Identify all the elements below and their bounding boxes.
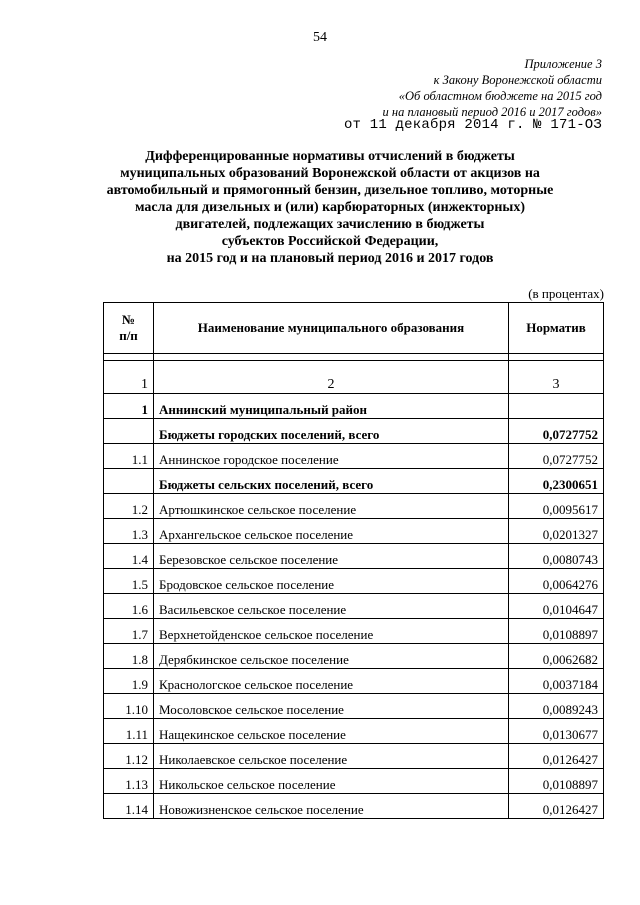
table-row [104, 644, 604, 669]
row-value: 0,0095617 [509, 494, 604, 519]
row-value: 0,0126427 [509, 744, 604, 769]
table-row [104, 669, 604, 694]
row-number: 1.6 [104, 594, 154, 619]
title-line-4: масла для дизельных и (или) карбюраторных (инжекторных) [134, 200, 526, 215]
column-number-3: 3 [509, 361, 604, 394]
table-row [104, 794, 604, 819]
table-row [104, 619, 604, 644]
row-name: Артюшкинское сельское поселение [154, 494, 509, 519]
row-number: 1.9 [104, 669, 154, 694]
table-row [104, 469, 604, 494]
annex-line-3: «Об областном бюджете на 2015 год [398, 89, 602, 103]
row-name: Мосоловское сельское поселение [154, 694, 509, 719]
table-row [104, 519, 604, 544]
row-number: 1 [104, 394, 154, 419]
row-name: Бродовское сельское поселение [154, 569, 509, 594]
header-num-line-1: № [121, 312, 136, 327]
row-name: Аннинский муниципальный район [154, 394, 509, 419]
column-number-1: 1 [104, 361, 154, 394]
row-value: 0,0104647 [509, 594, 604, 619]
table-row [104, 694, 604, 719]
row-name: Новожизненское сельское поселение [154, 794, 509, 819]
header-num [104, 303, 154, 354]
row-number: 1.2 [104, 494, 154, 519]
table-row [104, 569, 604, 594]
title-line-5: двигателей, подлежащих зачислению в бюджеты [175, 217, 485, 232]
row-number: 1.3 [104, 519, 154, 544]
header-norm: Норматив [509, 303, 604, 354]
column-number-row [104, 361, 604, 394]
row-value: 0,0062682 [509, 644, 604, 669]
row-name: Николаевское сельское поселение [154, 744, 509, 769]
row-name: Аннинское городское поселение [154, 444, 509, 469]
table-row [104, 594, 604, 619]
separator-cell [104, 354, 154, 361]
row-name: Дерябкинское сельское поселение [154, 644, 509, 669]
table-row [104, 444, 604, 469]
row-number: 1.10 [104, 694, 154, 719]
row-value: 0,2300651 [509, 469, 604, 494]
annex-line-4: и на плановый период 2016 и 2017 годов» [382, 105, 602, 119]
row-value: 0,0727752 [509, 419, 604, 444]
row-name: Бюджеты городских поселений, всего [154, 419, 509, 444]
row-name: Верхнетойденское сельское поселение [154, 619, 509, 644]
title-line-2: муниципальных образований Воронежской области от акцизов на [120, 166, 540, 181]
row-number: 1.11 [104, 719, 154, 744]
page-number: 54 [313, 30, 327, 45]
row-value: 0,0727752 [509, 444, 604, 469]
title-line-3: автомобильный и прямогонный бензин, дизельное топливо, моторные [106, 183, 554, 198]
row-value: 0,0037184 [509, 669, 604, 694]
norms-table [103, 302, 604, 819]
column-number-2: 2 [154, 361, 509, 394]
title-line-1: Дифференцированные нормативы отчислений в бюджеты [145, 149, 515, 164]
row-number: 1.13 [104, 769, 154, 794]
row-number: 1.8 [104, 644, 154, 669]
row-name: Архангельское сельское поселение [154, 519, 509, 544]
row-number: 1.14 [104, 794, 154, 819]
table-row [104, 744, 604, 769]
row-value: 0,0130677 [509, 719, 604, 744]
row-value: 0,0108897 [509, 769, 604, 794]
row-value: 0,0089243 [509, 694, 604, 719]
row-name: Нащекинское сельское поселение [154, 719, 509, 744]
row-number: 1.1 [104, 444, 154, 469]
header-separator [104, 354, 604, 361]
title-line-6: субъектов Российской Федерации, [221, 234, 439, 249]
row-number: 1.7 [104, 619, 154, 644]
table-row [104, 769, 604, 794]
annex-line-2: к Закону Воронежской области [433, 73, 602, 87]
row-name: Васильевское сельское поселение [154, 594, 509, 619]
row-number: 1.12 [104, 744, 154, 769]
row-number [104, 469, 154, 494]
row-value: 0,0201327 [509, 519, 604, 544]
table-row [104, 394, 604, 419]
units-note: (в процентах) [528, 286, 604, 301]
table-row [104, 494, 604, 519]
title-line-7: на 2015 год и на плановый период 2016 и 2017 годов [166, 251, 494, 266]
row-name: Бюджеты сельских поселений, всего [154, 469, 509, 494]
row-name: Березовское сельское поселение [154, 544, 509, 569]
table-row [104, 719, 604, 744]
row-value: 0,0126427 [509, 794, 604, 819]
table-row [104, 419, 604, 444]
separator-cell [509, 354, 604, 361]
row-value: 0,0108897 [509, 619, 604, 644]
row-value: 0,0064276 [509, 569, 604, 594]
row-number: 1.5 [104, 569, 154, 594]
document-title [90, 148, 570, 267]
row-name: Никольское сельское поселение [154, 769, 509, 794]
annex-line-1: Приложение 3 [524, 57, 602, 71]
row-value [509, 394, 604, 419]
row-name: Краснологское сельское поселение [154, 669, 509, 694]
law-date-line: от 11 декабря 2014 г. № 171-ОЗ [343, 117, 602, 133]
row-number: 1.4 [104, 544, 154, 569]
row-value: 0,0080743 [509, 544, 604, 569]
table-row [104, 544, 604, 569]
annex-block [383, 56, 602, 120]
header-name: Наименование муниципального образования [154, 303, 509, 354]
separator-cell [154, 354, 509, 361]
row-number [104, 419, 154, 444]
header-num-line-2: п/п [119, 328, 138, 343]
table-header-row [104, 303, 604, 354]
